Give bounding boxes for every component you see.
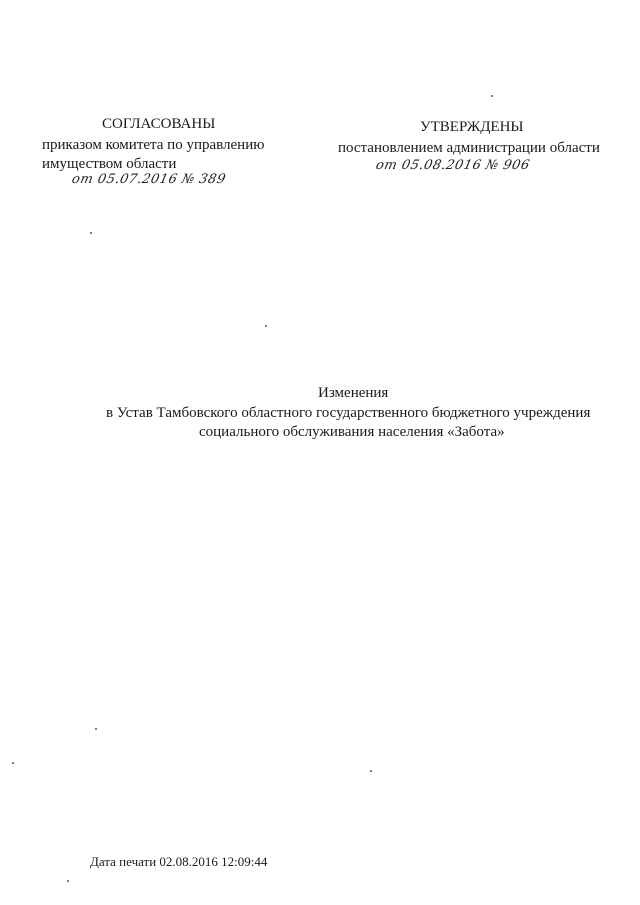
print-date: Дата печати 02.08.2016 12:09:44 [90, 854, 268, 869]
approved-line-1-left: приказом комитета по управлению [42, 137, 265, 153]
scan-speck [95, 728, 97, 730]
document-title: Изменения [318, 385, 389, 401]
approved-line-2-left: имуществом области [42, 156, 177, 172]
document-subtitle-line-1: в Устав Тамбовского областного государственного бюджетного учреждения [106, 405, 591, 421]
scan-speck [90, 232, 92, 234]
document-subtitle-line-2: социального обслуживания населения «Забота» [199, 424, 505, 440]
scan-speck [265, 325, 267, 327]
handwritten-date-number-left: от 05.07.2016 № 389 [70, 172, 228, 187]
scan-speck [12, 762, 14, 764]
handwritten-date-number-right: от 05.08.2016 № 906 [374, 158, 532, 173]
scan-speck [370, 770, 372, 772]
scan-speck [491, 95, 493, 97]
approved-heading-left: СОГЛАСОВАНЫ [102, 116, 216, 132]
scan-speck [67, 880, 69, 882]
approved-heading-right: УТВЕРЖДЕНЫ [420, 119, 524, 135]
approved-line-1-right: постановлением администрации области [338, 140, 600, 156]
